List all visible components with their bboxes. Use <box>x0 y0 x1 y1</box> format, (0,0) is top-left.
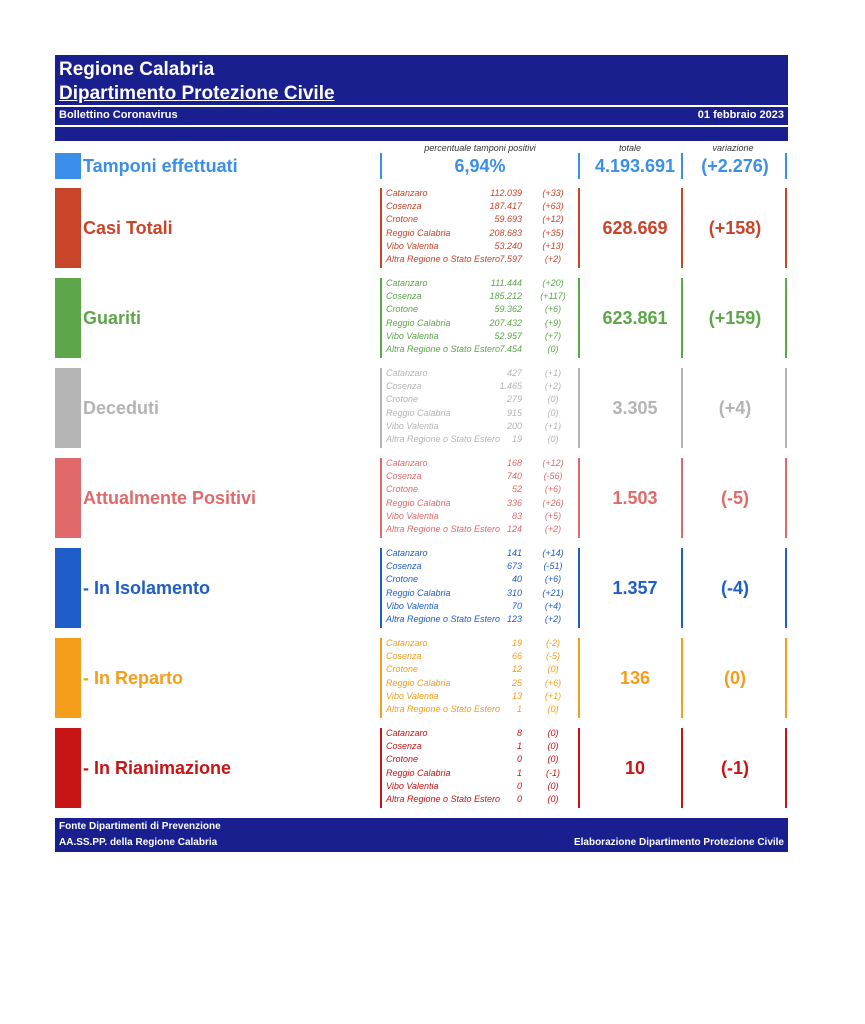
province-value: 1 <box>516 741 522 752</box>
province-value: 112.039 <box>490 188 522 198</box>
breakdown-row <box>382 728 582 741</box>
province-delta: (0) <box>547 433 559 444</box>
province-value: 141 <box>506 548 522 558</box>
province-value: 8 <box>516 728 522 738</box>
breakdown-row <box>382 781 582 794</box>
section-divider <box>785 458 787 538</box>
province-value: 1 <box>516 703 522 714</box>
section-total: 628.669 <box>602 218 668 238</box>
breakdown-row <box>382 368 582 381</box>
footer-banner <box>55 818 788 852</box>
footer-source-line1: Fonte Dipartimenti di Prevenzione <box>59 821 221 832</box>
section-total: 1.503 <box>612 488 658 508</box>
section-divider <box>681 638 683 718</box>
province-name: Catanzaro <box>386 188 428 198</box>
province-value: 310 <box>506 587 522 598</box>
province-delta: (+35) <box>542 227 564 238</box>
tamponi-divider <box>681 153 683 179</box>
section-divider <box>681 728 683 808</box>
province-name: Vibo Valentia <box>386 690 439 701</box>
tamponi-variation: (+2.276) <box>701 156 769 176</box>
section-breakdown <box>380 458 582 538</box>
breakdown-row <box>382 638 582 651</box>
province-value: 673 <box>506 561 522 572</box>
province-name: Cosenza <box>386 741 422 752</box>
province-delta: (+1) <box>544 420 562 431</box>
province-delta: (-2) <box>546 638 560 648</box>
province-delta: (+2) <box>544 523 562 534</box>
province-value: 427 <box>506 368 522 378</box>
section-divider <box>578 188 580 268</box>
breakdown-row <box>382 201 582 214</box>
province-value: 1 <box>516 767 522 778</box>
province-value: 915 <box>506 407 522 418</box>
province-name: Vibo Valentia <box>386 600 439 611</box>
province-value: 124 <box>506 523 522 534</box>
province-delta: (+33) <box>542 188 564 198</box>
section-divider <box>681 548 683 628</box>
section-total: 136 <box>619 668 651 688</box>
province-value: 19 <box>511 638 522 648</box>
breakdown-row <box>382 228 582 241</box>
breakdown-row <box>382 471 582 484</box>
section-row <box>55 278 788 358</box>
province-delta: (0) <box>547 703 559 714</box>
tamponi-row <box>55 153 788 179</box>
province-value: 83 <box>511 510 522 521</box>
header-spacer-bar <box>55 127 788 141</box>
section-divider <box>785 548 787 628</box>
region-title: Regione Calabria <box>59 59 215 80</box>
province-delta: (+6) <box>544 304 562 315</box>
breakdown-row <box>382 484 582 497</box>
province-name: Reggio Calabria <box>386 497 451 508</box>
section-swatch <box>55 638 81 718</box>
section-variation: (-1) <box>721 758 749 778</box>
section-label: Guariti <box>83 308 142 328</box>
province-value: 59.362 <box>494 304 522 315</box>
section-swatch <box>55 278 81 358</box>
province-name: Catanzaro <box>386 278 428 288</box>
section-divider <box>785 278 787 358</box>
tamponi-divider <box>578 153 580 179</box>
tamponi-percent: 6,94% <box>454 156 506 176</box>
province-name: Vibo Valentia <box>386 240 439 251</box>
section-total: 623.861 <box>602 308 668 328</box>
province-name: Reggio Calabria <box>386 767 451 778</box>
breakdown-row <box>382 458 582 471</box>
province-name: Altra Regione o Stato Estero <box>386 793 501 804</box>
breakdown-row <box>382 344 582 357</box>
breakdown-row <box>382 381 582 394</box>
province-value: 123 <box>506 613 522 624</box>
province-delta: (+6) <box>544 677 562 688</box>
section-variation: (+159) <box>708 308 762 328</box>
province-delta: (0) <box>547 793 559 804</box>
province-name: Cosenza <box>386 381 422 392</box>
province-delta: (+2) <box>544 381 562 392</box>
province-delta: (+6) <box>544 574 562 585</box>
section-label: - In Isolamento <box>83 578 211 598</box>
breakdown-row <box>382 574 582 587</box>
province-name: Vibo Valentia <box>386 420 439 431</box>
breakdown-row <box>382 754 582 767</box>
section-variation: (+158) <box>708 218 762 238</box>
province-name: Catanzaro <box>386 458 428 468</box>
breakdown-row <box>382 498 582 511</box>
section-label: - In Reparto <box>83 668 184 688</box>
province-value: 200 <box>506 420 522 431</box>
section-row <box>55 728 788 808</box>
province-value: 1.465 <box>499 381 522 392</box>
section-divider <box>578 458 580 538</box>
bulletin-date: 01 febbraio 2023 <box>697 109 784 121</box>
province-delta: (+12) <box>542 458 564 468</box>
section-breakdown <box>380 728 582 808</box>
section-divider <box>578 728 580 808</box>
province-name: Altra Regione o Stato Estero <box>386 523 501 534</box>
province-name: Vibo Valentia <box>386 780 439 791</box>
province-value: 19 <box>511 433 522 444</box>
col-header-total: totale <box>618 143 642 153</box>
province-delta: (-5) <box>546 651 560 662</box>
province-value: 207.432 <box>489 317 522 328</box>
province-name: Catanzaro <box>386 638 428 648</box>
province-name: Altra Regione o Stato Estero <box>386 253 501 264</box>
breakdown-row <box>382 408 582 421</box>
section-variation: (-4) <box>721 578 749 598</box>
section-variation: (0) <box>724 668 746 688</box>
breakdown-row <box>382 278 582 291</box>
province-name: Crotone <box>386 664 419 675</box>
province-value: 187.417 <box>489 201 522 212</box>
breakdown-row <box>382 678 582 691</box>
breakdown-row <box>382 318 582 331</box>
province-name: Vibo Valentia <box>386 330 439 341</box>
section-label: - In Rianimazione <box>83 758 232 778</box>
province-value: 40 <box>511 574 522 585</box>
tamponi-divider <box>380 153 382 179</box>
section-label: Deceduti <box>83 398 160 418</box>
breakdown-row <box>382 421 582 434</box>
breakdown-row <box>382 768 582 781</box>
section-breakdown <box>380 548 582 628</box>
breakdown-row <box>382 331 582 344</box>
breakdown-row <box>382 614 582 627</box>
bulletin-bar <box>55 107 788 125</box>
province-delta: (+63) <box>542 201 564 212</box>
province-value: 0 <box>516 780 522 791</box>
province-value: 0 <box>516 754 522 765</box>
province-value: 70 <box>511 600 522 611</box>
province-value: 52.957 <box>494 330 522 341</box>
section-breakdown <box>380 368 582 448</box>
province-name: Reggio Calabria <box>386 407 451 418</box>
province-name: Altra Regione o Stato Estero <box>386 703 501 714</box>
province-value: 7.454 <box>499 343 522 354</box>
section-swatch <box>55 458 81 538</box>
province-delta: (-51) <box>543 561 563 572</box>
province-value: 53.240 <box>494 240 522 251</box>
section-divider <box>578 638 580 718</box>
department-title: Dipartimento Protezione Civile <box>59 83 335 104</box>
province-value: 7.597 <box>499 253 522 264</box>
province-name: Cosenza <box>386 201 422 212</box>
section-row <box>55 548 788 628</box>
section-variation: (-5) <box>721 488 749 508</box>
breakdown-row <box>382 291 582 304</box>
breakdown-row <box>382 524 582 537</box>
province-name: Reggio Calabria <box>386 587 451 598</box>
province-delta: (-56) <box>543 471 563 482</box>
province-delta: (+2) <box>544 253 562 264</box>
province-name: Cosenza <box>386 651 422 662</box>
province-delta: (+1) <box>544 368 562 378</box>
province-delta: (+26) <box>542 497 564 508</box>
province-delta: (0) <box>547 394 559 405</box>
province-name: Catanzaro <box>386 368 428 378</box>
section-total: 3.305 <box>612 398 658 418</box>
breakdown-row <box>382 561 582 574</box>
bulletin-title: Bollettino Coronavirus <box>59 109 178 121</box>
col-header-percent: percentuale tamponi positivi <box>424 143 536 153</box>
section-row <box>55 368 788 448</box>
section-total: 1.357 <box>612 578 658 598</box>
section-divider <box>578 368 580 448</box>
province-delta: (+117) <box>540 291 566 302</box>
province-name: Altra Regione o Stato Estero <box>386 343 501 354</box>
section-divider <box>681 368 683 448</box>
breakdown-row <box>382 511 582 524</box>
section-row <box>55 638 788 718</box>
province-delta: (+12) <box>542 214 564 225</box>
tamponi-divider <box>785 153 787 179</box>
province-value: 168 <box>506 458 522 468</box>
province-delta: (+20) <box>542 278 564 288</box>
province-delta: (+4) <box>544 600 562 611</box>
tamponi-total: 4.193.691 <box>594 156 676 176</box>
province-delta: (0) <box>547 343 559 354</box>
province-name: Catanzaro <box>386 548 428 558</box>
province-value: 52 <box>511 484 522 495</box>
province-name: Altra Regione o Stato Estero <box>386 433 501 444</box>
tamponi-swatch <box>55 153 81 179</box>
province-delta: (+13) <box>542 240 564 251</box>
breakdown-row <box>382 691 582 704</box>
section-breakdown <box>380 188 582 268</box>
footer-elaboration: Elaborazione Dipartimento Protezione Civile <box>573 837 784 848</box>
province-delta: (0) <box>547 664 559 675</box>
breakdown-row <box>382 241 582 254</box>
breakdown-row <box>382 741 582 754</box>
footer-source-line2: AA.SS.PP. della Regione Calabria <box>59 837 218 848</box>
province-value: 111.444 <box>490 278 522 288</box>
province-value: 279 <box>506 394 522 405</box>
breakdown-row <box>382 704 582 717</box>
breakdown-row <box>382 254 582 267</box>
section-breakdown <box>380 638 582 718</box>
province-name: Altra Regione o Stato Estero <box>386 613 501 624</box>
section-divider <box>578 278 580 358</box>
breakdown-row <box>382 214 582 227</box>
province-name: Reggio Calabria <box>386 227 451 238</box>
breakdown-row <box>382 794 582 807</box>
province-delta: (-1) <box>546 767 560 778</box>
breakdown-row <box>382 588 582 601</box>
province-value: 0 <box>516 793 522 804</box>
province-delta: (+7) <box>544 330 562 341</box>
section-breakdown <box>380 278 582 358</box>
province-name: Crotone <box>386 394 419 405</box>
section-divider <box>681 278 683 358</box>
province-name: Reggio Calabria <box>386 677 451 688</box>
province-delta: (0) <box>547 407 559 418</box>
section-divider <box>785 188 787 268</box>
province-delta: (+21) <box>542 587 564 598</box>
province-delta: (+2) <box>544 613 562 624</box>
province-value: 336 <box>506 497 522 508</box>
section-row <box>55 458 788 538</box>
breakdown-row <box>382 601 582 614</box>
section-divider <box>785 368 787 448</box>
section-divider <box>785 638 787 718</box>
province-value: 208.683 <box>489 227 522 238</box>
province-value: 740 <box>506 471 522 482</box>
section-divider <box>681 458 683 538</box>
province-name: Vibo Valentia <box>386 510 439 521</box>
section-swatch <box>55 368 81 448</box>
breakdown-row <box>382 188 582 201</box>
section-total: 10 <box>624 758 646 778</box>
breakdown-row <box>382 664 582 677</box>
breakdown-row <box>382 434 582 447</box>
province-value: 13 <box>511 690 522 701</box>
province-delta: (+1) <box>544 690 562 701</box>
province-value: 66 <box>511 651 522 662</box>
section-swatch <box>55 728 81 808</box>
province-name: Crotone <box>386 214 419 225</box>
section-swatch <box>55 548 81 628</box>
province-name: Cosenza <box>386 471 422 482</box>
province-delta: (+9) <box>544 317 562 328</box>
province-name: Reggio Calabria <box>386 317 451 328</box>
province-name: Cosenza <box>386 561 422 572</box>
province-name: Cosenza <box>386 291 422 302</box>
province-delta: (+5) <box>544 510 562 521</box>
province-delta: (0) <box>547 741 559 752</box>
province-value: 25 <box>511 677 522 688</box>
section-divider <box>681 188 683 268</box>
province-name: Catanzaro <box>386 728 428 738</box>
province-value: 185.212 <box>489 291 522 302</box>
province-delta: (+6) <box>544 484 562 495</box>
section-label: Attualmente Positivi <box>83 488 257 508</box>
province-name: Crotone <box>386 304 419 315</box>
breakdown-row <box>382 548 582 561</box>
section-divider <box>578 548 580 628</box>
province-name: Crotone <box>386 574 419 585</box>
section-row <box>55 188 788 268</box>
breakdown-row <box>382 304 582 317</box>
header-banner <box>55 55 788 105</box>
province-value: 12 <box>511 664 522 675</box>
province-value: 59.693 <box>494 214 522 225</box>
province-name: Crotone <box>386 754 419 765</box>
province-delta: (+14) <box>542 548 564 558</box>
col-header-variation: variazione <box>712 143 754 153</box>
province-delta: (0) <box>547 728 559 738</box>
breakdown-row <box>382 394 582 407</box>
province-delta: (0) <box>547 754 559 765</box>
section-divider <box>785 728 787 808</box>
section-variation: (+4) <box>718 398 752 418</box>
section-label: Casi Totali <box>83 218 173 238</box>
section-swatch <box>55 188 81 268</box>
province-delta: (0) <box>547 780 559 791</box>
tamponi-label: Tamponi effettuati <box>83 156 238 176</box>
breakdown-row <box>382 651 582 664</box>
province-name: Crotone <box>386 484 419 495</box>
